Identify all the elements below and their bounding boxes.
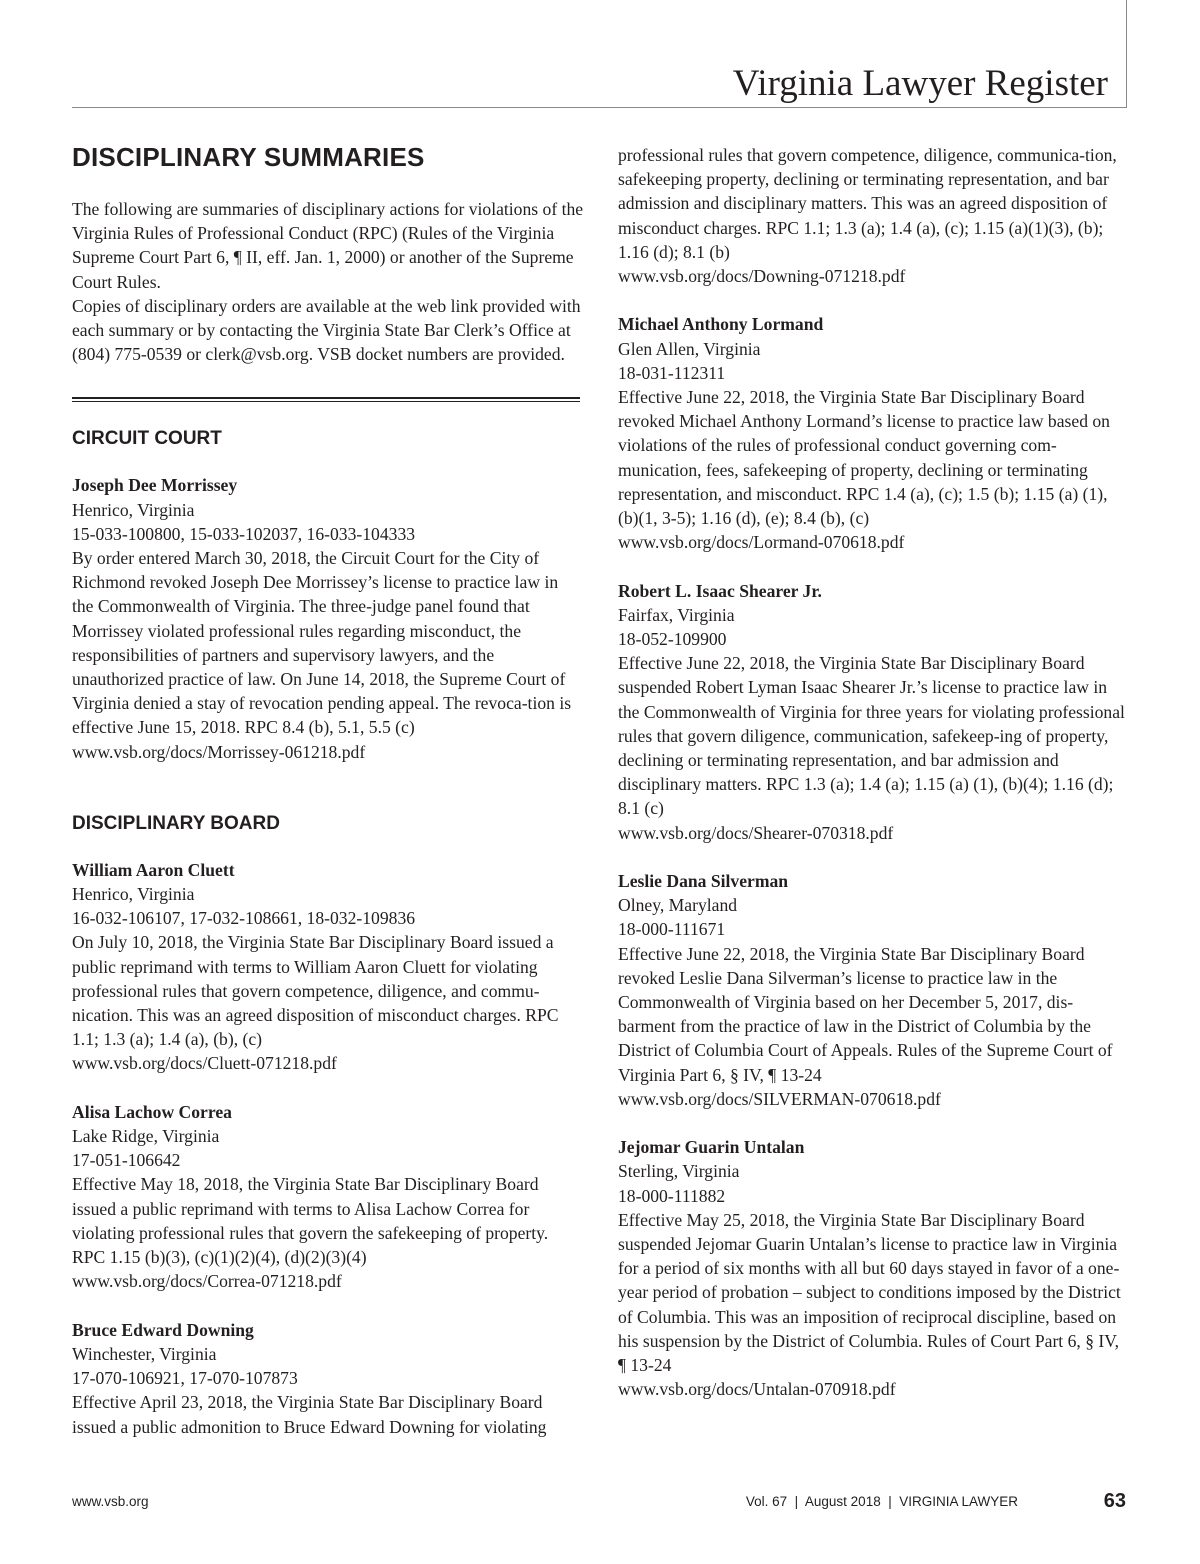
order-link[interactable]: www.vsb.org/docs/Lormand-070618.pdf	[618, 532, 905, 553]
summary-text: Effective April 23, 2018, the Virginia State Bar Disciplinary Board issued a public admonition to Bruce Edward Downing for violating	[72, 1392, 547, 1437]
summary-entry	[72, 1318, 584, 1439]
respondent-location: Henrico, Virginia	[72, 499, 195, 520]
section-divider	[72, 397, 580, 402]
running-head: Virginia Lawyer Register	[732, 63, 1108, 104]
docket-numbers: 18-031-112311	[618, 362, 726, 383]
docket-numbers: 17-070-106921, 17-070-107873	[72, 1368, 298, 1389]
order-link[interactable]: www.vsb.org/docs/Correa-071218.pdf	[72, 1271, 342, 1292]
summary-text: Effective June 22, 2018, the Virginia State Bar Disciplinary Board revoked Michael Anthony Lormand’s license to practice law based on violations of the rules of professional conduct governing com-munication, fees, safekeeping of property, declining or terminating representation, and misconduct. RPC 1.4 (a), (c); 1.5 (b); 1.15 (a) (1), (b)(1, 3-5); 1.16 (d), (e); 8.4 (b), (c)	[618, 387, 1110, 529]
docket-numbers: 18-000-111671	[618, 919, 726, 940]
summary-entry	[618, 312, 1130, 554]
section-heading-disciplinary-board: DISCIPLINARY BOARD	[72, 812, 280, 834]
intro-paragraph: The following are summaries of disciplinary actions for violations of the Virginia Rules of Professional Conduct (RPC) (Rules of the Virginia Supreme Court Part 6, ¶ II, eff. Jan. 1, 2000) or another of the Supreme Court Rules.	[72, 199, 584, 292]
summary-text: On July 10, 2018, the Virginia State Bar Disciplinary Board issued a public reprimand with terms to William Aaron Cluett for violating professional rules that govern competence, diligence, and commu-nication. This was an agreed disposition of misconduct charges. RPC 1.1; 1.3 (a); 1.4 (a), (b), (c)	[72, 932, 559, 1050]
respondent-name: Bruce Edward Downing	[72, 1319, 254, 1340]
respondent-name: Joseph Dee Morrissey	[72, 475, 238, 496]
respondent-location: Henrico, Virginia	[72, 884, 195, 905]
respondent-location: Lake Ridge, Virginia	[72, 1126, 220, 1147]
respondent-location: Winchester, Virginia	[72, 1343, 217, 1364]
order-link[interactable]: www.vsb.org/docs/Cluett-071218.pdf	[72, 1053, 337, 1074]
summary-continuation	[618, 143, 1130, 288]
docket-numbers: 17-051-106642	[72, 1150, 181, 1171]
respondent-name: Jejomar Guarin Untalan	[618, 1137, 805, 1158]
right-column	[618, 143, 1130, 1402]
order-link[interactable]: www.vsb.org/docs/Untalan-070918.pdf	[618, 1379, 896, 1400]
order-link[interactable]: www.vsb.org/docs/Shearer-070318.pdf	[618, 822, 894, 843]
order-link[interactable]: www.vsb.org/docs/SILVERMAN-070618.pdf	[618, 1088, 941, 1109]
respondent-name: Leslie Dana Silverman	[618, 871, 789, 892]
summary-entry	[72, 1100, 584, 1294]
summary-text: Effective June 22, 2018, the Virginia State Bar Disciplinary Board suspended Robert Lyman Isaac Shearer Jr.’s license to practice law in the Commonwealth of Virginia for three years for violating professional rules that govern diligence, communication, safekeep-ing of property, declining or terminating representation, and bar admission and disciplinary matters. RPC 1.3 (a); 1.4 (a); 1.15 (a) (1), (b)(4); 1.16 (d); 8.1 (c)	[618, 653, 1125, 819]
footer-website[interactable]: www.vsb.org	[72, 1494, 149, 1509]
left-column	[72, 140, 584, 1439]
summary-text: professional rules that govern competence, diligence, communica-tion, safekeeping property, declining or terminating representation, and bar admission and disciplinary matters. This was an agreed disposition of misconduct charges. RPC 1.1; 1.3 (a); 1.4 (a), (c); 1.15 (a)(1)(3), (b); 1.16 (d); 8.1 (b)	[618, 145, 1117, 262]
docket-numbers: 16-032-106107, 17-032-108661, 18-032-109836	[72, 908, 416, 929]
header-vertical-rule	[1126, 0, 1127, 108]
respondent-name: Michael Anthony Lormand	[618, 314, 824, 335]
docket-numbers: 18-000-111882	[618, 1185, 726, 1206]
order-link[interactable]: www.vsb.org/docs/Downing-071218.pdf	[618, 266, 906, 287]
summary-text: Effective June 22, 2018, the Virginia State Bar Disciplinary Board revoked Leslie Dana Silverman’s license to practice law in the Commonwealth of Virginia based on her December 5, 2017, dis-barment from the practice of law in the District of Columbia by the District of Columbia Court of Appeals. Rules of the Supreme Court of Virginia Part 6, § IV, ¶ 13-24	[618, 943, 1113, 1085]
page-title: DISCIPLINARY SUMMARIES	[72, 142, 425, 172]
section-heading-circuit-court: CIRCUIT COURT	[72, 428, 222, 450]
summary-text: By order entered March 30, 2018, the Circuit Court for the City of Richmond revoked Joseph Dee Morrissey’s license to practice law in the Commonwealth of Virginia. The three-judge panel found that Morrissey violated professional rules regarding misconduct, the responsibilities of partners and supervisory lawyers, and the unauthorized practice of law. On June 14, 2018, the Supreme Court of Virginia denied a stay of revocation pending appeal. The revoca-tion is effective June 15, 2018. RPC 8.4 (b), 5.1, 5.5 (c)	[72, 548, 572, 738]
respondent-location: Olney, Maryland	[618, 895, 738, 916]
header-horizontal-rule	[72, 107, 1127, 108]
footer-issue-info: Vol. 67 | August 2018 | VIRGINIA LAWYER	[745, 1494, 1018, 1509]
summary-entry	[618, 869, 1130, 1111]
summary-text: Effective May 18, 2018, the Virginia State Bar Disciplinary Board issued a public reprimand with terms to Alisa Lachow Correa for violating professional rules that govern the safekeeping of property. RPC 1.15 (b)(3), (c)(1)(2)(4), (d)(2)(3)(4)	[72, 1174, 549, 1268]
intro-paragraph: Copies of disciplinary orders are available at the web link provided with each summary or by contacting the Virginia State Bar Clerk’s Office at (804) 775-0539 or clerk@vsb.org. VSB docket numbers are provided.	[72, 295, 581, 365]
docket-numbers: 18-052-109900	[618, 629, 727, 650]
order-link[interactable]: www.vsb.org/docs/Morrissey-061218.pdf	[72, 741, 366, 762]
summary-text: Effective May 25, 2018, the Virginia State Bar Disciplinary Board suspended Jejomar Guarin Untalan’s license to practice law in Virginia for a period of six months with all but 60 days stayed in favor of a one-year period of probation – subject to conditions imposed by the District of Columbia. This was an imposition of reciprocal discipline, based on his suspension by the District of Columbia. Rules of Court Part 6, § IV, ¶ 13-24	[618, 1209, 1121, 1376]
summary-entry	[618, 1135, 1130, 1401]
summary-entry	[618, 579, 1130, 845]
respondent-location: Glen Allen, Virginia	[618, 338, 761, 359]
page-number: 63	[1103, 1490, 1126, 1512]
summary-entry	[72, 473, 584, 763]
summary-entry	[72, 858, 584, 1076]
respondent-location: Fairfax, Virginia	[618, 604, 735, 625]
docket-numbers: 15-033-100800, 15-033-102037, 16-033-104333	[72, 523, 416, 544]
respondent-location: Sterling, Virginia	[618, 1161, 740, 1182]
respondent-name: William Aaron Cluett	[72, 859, 235, 880]
respondent-name: Alisa Lachow Correa	[72, 1101, 232, 1122]
respondent-name: Robert L. Isaac Shearer Jr.	[618, 580, 822, 601]
